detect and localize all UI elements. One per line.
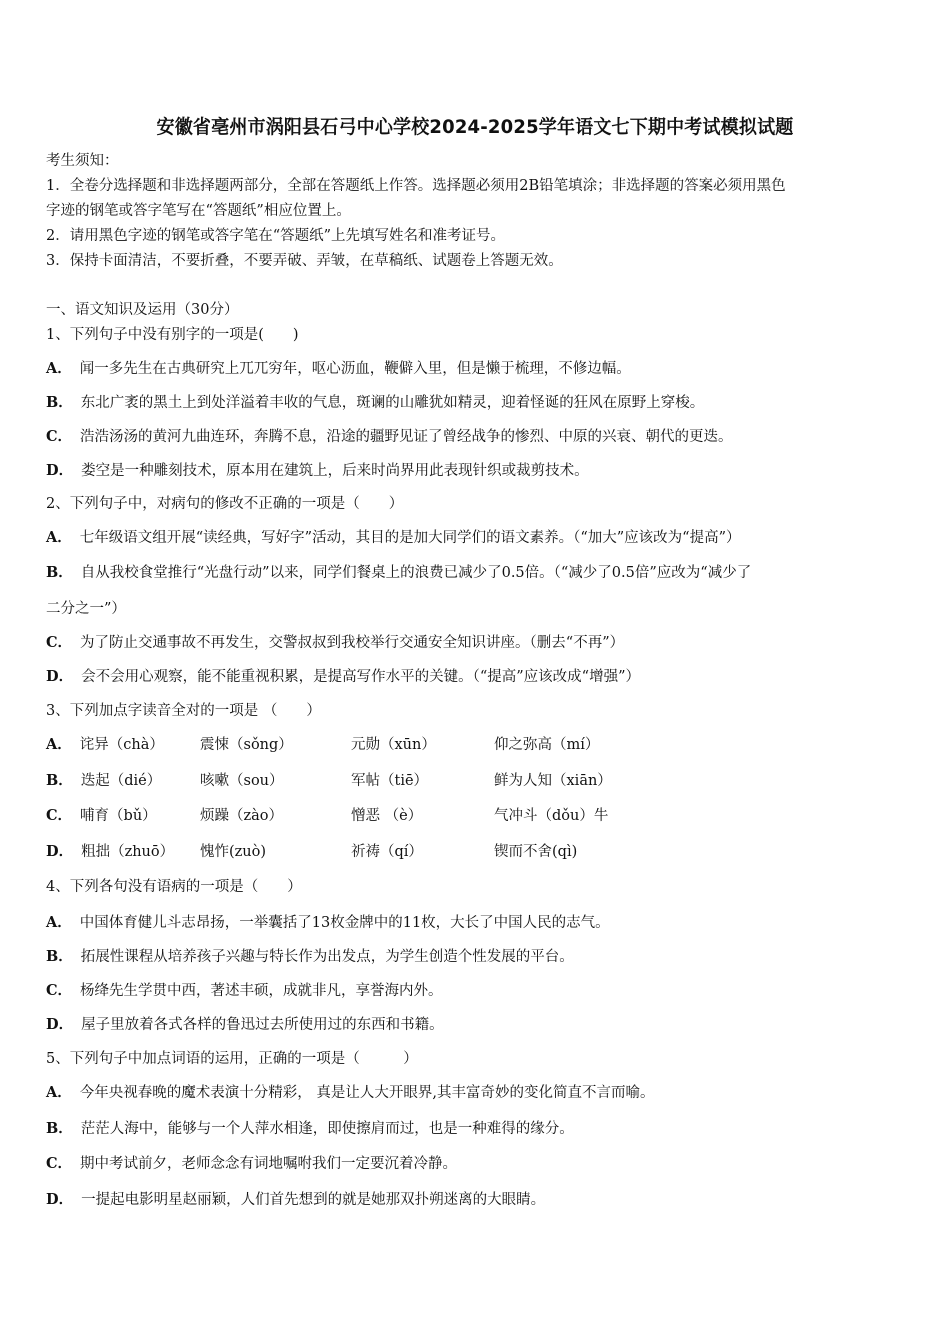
notice-line: 2．请用黑色字迹的钢笔或答字笔在“答题纸”上先填写姓名和准考证号。 bbox=[46, 228, 506, 244]
option-letter: D． bbox=[46, 462, 74, 479]
option-cell: 鲜为人知（xiān） bbox=[494, 773, 612, 789]
option-c bbox=[46, 633, 624, 653]
option-letter: A． bbox=[46, 914, 72, 931]
option-text: 今年央视春晚的魔术表演十分精彩， 真是让人大开眼界,其丰富奇妙的变化简直不言而喻。 bbox=[79, 1085, 655, 1101]
option-continuation: 二分之一”） bbox=[46, 601, 126, 617]
option-cell: 仰之弥高（mí） bbox=[494, 737, 600, 753]
option-letter: C． bbox=[46, 1155, 73, 1172]
question-stem: 2、下列句子中，对病句的修改不正确的一项是（ ） bbox=[46, 496, 404, 512]
option-letter: D． bbox=[46, 1016, 74, 1033]
option-cell: 憎恶 （è） bbox=[351, 808, 423, 824]
option-cell bbox=[46, 842, 174, 862]
section-heading: 一、语文知识及运用（30分） bbox=[46, 302, 239, 318]
option-text: 拓展性课程从培养孩子兴趣与特长作为出发点，为学生创造个性发展的平台。 bbox=[80, 949, 574, 965]
option-d bbox=[46, 667, 640, 687]
option-a bbox=[46, 528, 741, 548]
question-stem: 5、下列句子中加点词语的运用，正确的一项是（ ） bbox=[46, 1051, 418, 1067]
option-text: 诧异（chà） bbox=[79, 737, 164, 753]
option-cell bbox=[46, 806, 157, 826]
option-b bbox=[46, 393, 704, 413]
option-letter: A． bbox=[46, 1084, 72, 1101]
question-stem: 4、下列各句没有语病的一项是（ ） bbox=[46, 879, 302, 895]
option-cell: 震悚（sǒng） bbox=[200, 737, 293, 753]
option-letter: A． bbox=[46, 529, 72, 546]
option-text: 期中考试前夕，老师念念有词地嘱咐我们一定要沉着冷静。 bbox=[80, 1156, 458, 1172]
option-c bbox=[46, 427, 733, 447]
option-c bbox=[46, 981, 443, 1001]
option-cell: 元勋（xūn） bbox=[351, 737, 436, 753]
option-b bbox=[46, 563, 751, 583]
option-text: 会不会用心观察，能不能重视积累，是提高写作水平的关键。（“提高”应该改成“增强”） bbox=[81, 669, 640, 685]
option-letter: D． bbox=[46, 1191, 74, 1208]
option-text: 七年级语文组开展“读经典，写好字”活动，其目的是加大同学们的语文素养。（“加大”应该改为“提高”） bbox=[79, 530, 741, 546]
page-title: 安徽省亳州市涡阳县石弓中心学校2024-2025学年语文七下期中考试模拟试题 bbox=[156, 116, 794, 138]
option-text: 屋子里放着各式各样的鲁迅过去所使用过的东西和书籍。 bbox=[81, 1017, 444, 1033]
option-c bbox=[46, 1154, 457, 1174]
option-cell: 军帖（tiē） bbox=[351, 773, 429, 789]
option-letter: C． bbox=[46, 982, 73, 999]
option-text: 迭起（dié） bbox=[80, 773, 162, 789]
option-cell: 愧怍(zuò) bbox=[200, 844, 267, 860]
option-text: 茫茫人海中，能够与一个人萍水相逢，即使擦肩而过，也是一种难得的缘分。 bbox=[80, 1121, 574, 1137]
option-text: 东北广袤的黑土上到处洋溢着丰收的气息，斑谰的山雕犹如精灵，迎着怪诞的狂风在原野上穿梭。 bbox=[80, 395, 705, 411]
notice-line: 1．全卷分选择题和非选择题两部分，全部在答题纸上作答。选择题必须用2B铅笔填涂；非选择题的答案必须用黑色 bbox=[46, 178, 786, 194]
option-letter: C． bbox=[46, 807, 73, 824]
option-text: 一提起电影明星赵丽颖，人们首先想到的就是她那双扑朔迷离的大眼睛。 bbox=[81, 1192, 546, 1208]
option-a bbox=[46, 359, 631, 379]
option-text: 闻一多先生在古典研究上兀兀穷年，呕心沥血，鞭僻入里，但是懒于梳理，不修边幅。 bbox=[79, 361, 631, 377]
option-letter: C． bbox=[46, 428, 73, 445]
option-letter: A． bbox=[46, 736, 72, 753]
option-letter: C． bbox=[46, 634, 73, 651]
option-letter: B． bbox=[46, 1120, 73, 1137]
option-letter: B． bbox=[46, 564, 73, 581]
option-letter: B． bbox=[46, 948, 73, 965]
question-stem: 1、下列句子中没有别字的一项是( ) bbox=[46, 327, 299, 343]
option-letter: D． bbox=[46, 668, 74, 685]
option-text: 中国体育健儿斗志昂扬，一举囊括了13枚金牌中的11枚，大长了中国人民的志气。 bbox=[79, 915, 610, 931]
option-cell: 烦躁（zào） bbox=[200, 808, 284, 824]
option-text: 粗拙（zhuō） bbox=[81, 844, 175, 860]
option-cell bbox=[46, 735, 164, 755]
notice-line: 3．保持卡面清洁，不要折叠，不要弄破、弄皱，在草稿纸、试题卷上答题无效。 bbox=[46, 253, 563, 269]
option-text: 浩浩汤汤的黄河九曲连环，奔腾不息，沿途的疆野见证了曾经战争的惨烈、中原的兴衰、朝代的更迭。 bbox=[80, 429, 733, 445]
option-text: 自从我校食堂推行“光盘行动”以来，同学们餐桌上的浪费已减少了0.5倍。（“减少了0.5倍”应改为“减少了 bbox=[80, 565, 752, 581]
option-d bbox=[46, 461, 589, 481]
option-a bbox=[46, 913, 610, 933]
notice-heading: 考生须知： bbox=[46, 153, 119, 169]
option-d bbox=[46, 1190, 545, 1210]
option-letter: B． bbox=[46, 394, 73, 411]
option-text: 为了防止交通事故不再发生，交警叔叔到我校举行交通安全知识讲座。（删去“不再”） bbox=[80, 635, 625, 651]
option-letter: D． bbox=[46, 843, 74, 860]
option-letter: A． bbox=[46, 360, 72, 377]
option-cell bbox=[46, 771, 161, 791]
option-b bbox=[46, 1119, 574, 1139]
option-a bbox=[46, 1083, 654, 1103]
option-cell: 锲而不舍(qì) bbox=[494, 844, 578, 860]
option-text: 哺育（bǔ） bbox=[80, 808, 157, 824]
option-text: 杨绛先生学贯中西，著述丰硕，成就非凡，享誉海内外。 bbox=[80, 983, 443, 999]
option-cell: 咳嗽（sou） bbox=[200, 773, 284, 789]
option-letter: B． bbox=[46, 772, 73, 789]
option-cell: 祈祷（qí） bbox=[351, 844, 423, 860]
option-text: 娄空是一种雕刻技术，原本用在建筑上，后来时尚界用此表现针织或裁剪技术。 bbox=[81, 463, 589, 479]
question-stem: 3、下列加点字读音全对的一项是 （ ） bbox=[46, 703, 321, 719]
option-d bbox=[46, 1015, 444, 1035]
option-cell: 气冲斗（dǒu）牛 bbox=[494, 808, 609, 824]
notice-line: 字迹的钢笔或答字笔写在“答题纸”相应位置上。 bbox=[46, 203, 351, 219]
option-b bbox=[46, 947, 574, 967]
